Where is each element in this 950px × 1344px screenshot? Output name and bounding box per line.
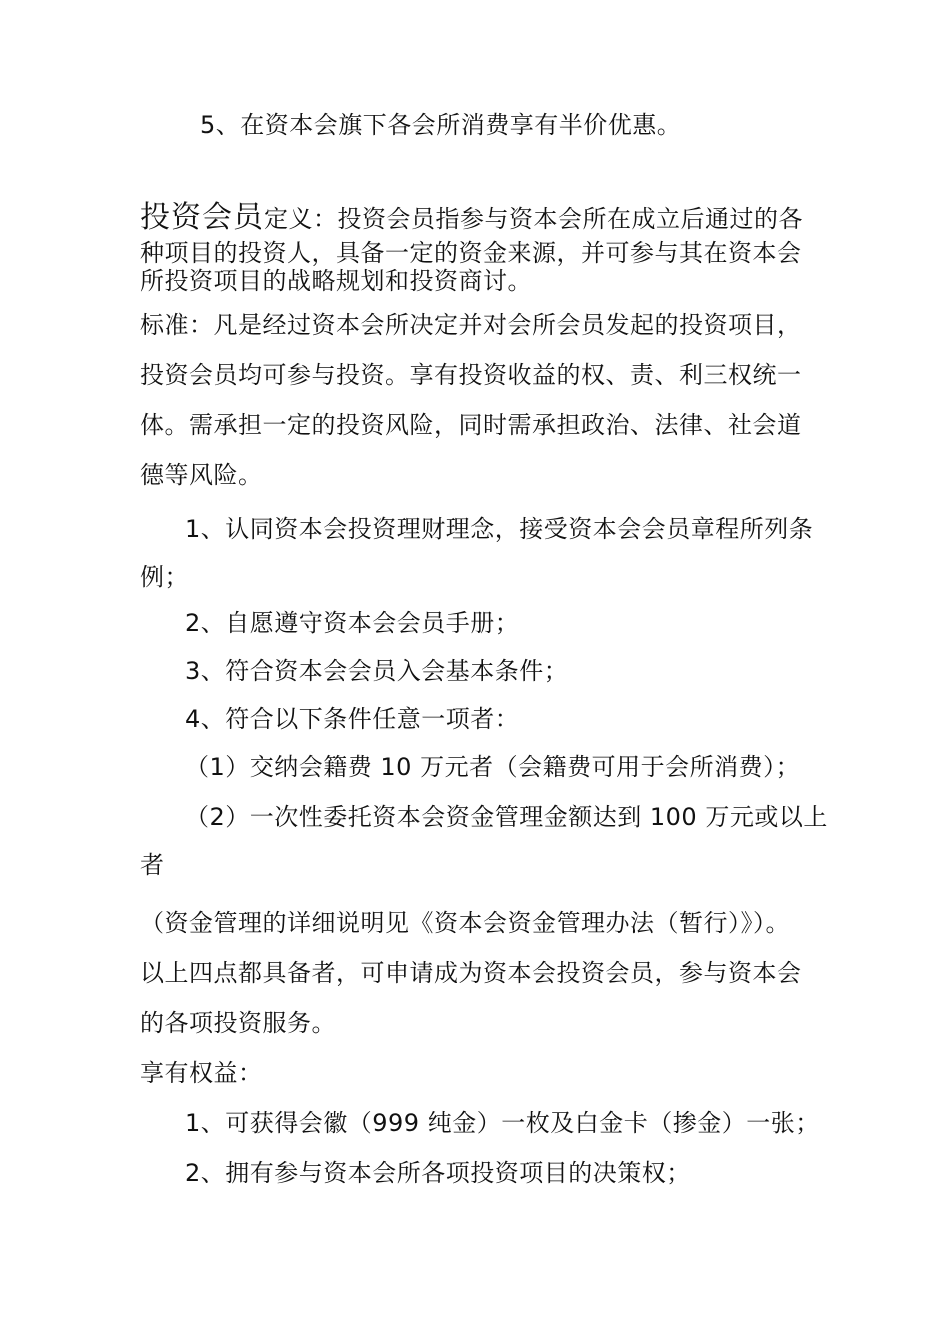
section-title: 投资会员 bbox=[140, 200, 264, 235]
standard-line-3: 体。需承担一定的投资风险，同时需承担政治、法律、社会道 bbox=[140, 411, 802, 439]
condition-4-option-2-line-1: （2）一次性委托资本会资金管理金额达到 100 万元或以上 bbox=[185, 803, 828, 831]
fund-management-note: （资金管理的详细说明见《资本会资金管理办法（暂行）》）。 bbox=[140, 909, 790, 937]
standard-line-4: 德等风险。 bbox=[140, 461, 263, 489]
benefit-item-5: 5、在资本会旗下各会所消费享有半价优惠。 bbox=[200, 111, 682, 139]
summary-line-1: 以上四点都具备者，可申请成为资本会投资会员，参与资本会 bbox=[140, 959, 802, 987]
definition-text: 定义：投资会员指参与资本会所在成立后通过的各 bbox=[264, 205, 803, 233]
condition-4: 4、符合以下条件任意一项者： bbox=[185, 705, 520, 733]
summary-line-2: 的各项投资服务。 bbox=[140, 1009, 336, 1037]
condition-4-option-2-line-2: 者 bbox=[140, 851, 165, 879]
standard-line-2: 投资会员均可参与投资。享有投资收益的权、责、利三权统一 bbox=[140, 361, 802, 389]
condition-4-option-1: （1）交纳会籍费 10 万元者（会籍费可用于会所消费）； bbox=[185, 753, 801, 781]
condition-1-line-1: 1、认同资本会投资理财理念，接受资本会会员章程所列条 bbox=[185, 515, 814, 543]
standard-line-1: 标准：凡是经过资本会所决定并对会所会员发起的投资项目， bbox=[140, 311, 802, 339]
condition-1-line-2: 例； bbox=[140, 563, 189, 591]
condition-3: 3、符合资本会会员入会基本条件； bbox=[185, 657, 569, 685]
condition-2: 2、自愿遵守资本会会员手册； bbox=[185, 609, 520, 637]
definition-line-1 bbox=[140, 200, 803, 237]
benefit-item-1: 1、可获得会徽（999 纯金）一枚及白金卡（掺金）一张； bbox=[185, 1109, 820, 1137]
benefit-item-2: 2、拥有参与资本会所各项投资项目的决策权； bbox=[185, 1159, 691, 1187]
definition-line-3: 所投资项目的战略规划和投资商讨。 bbox=[140, 267, 532, 295]
definition-line-2: 种项目的投资人，具备一定的资金来源，并可参与其在资本会 bbox=[140, 239, 802, 267]
benefits-title: 享有权益： bbox=[140, 1059, 263, 1087]
